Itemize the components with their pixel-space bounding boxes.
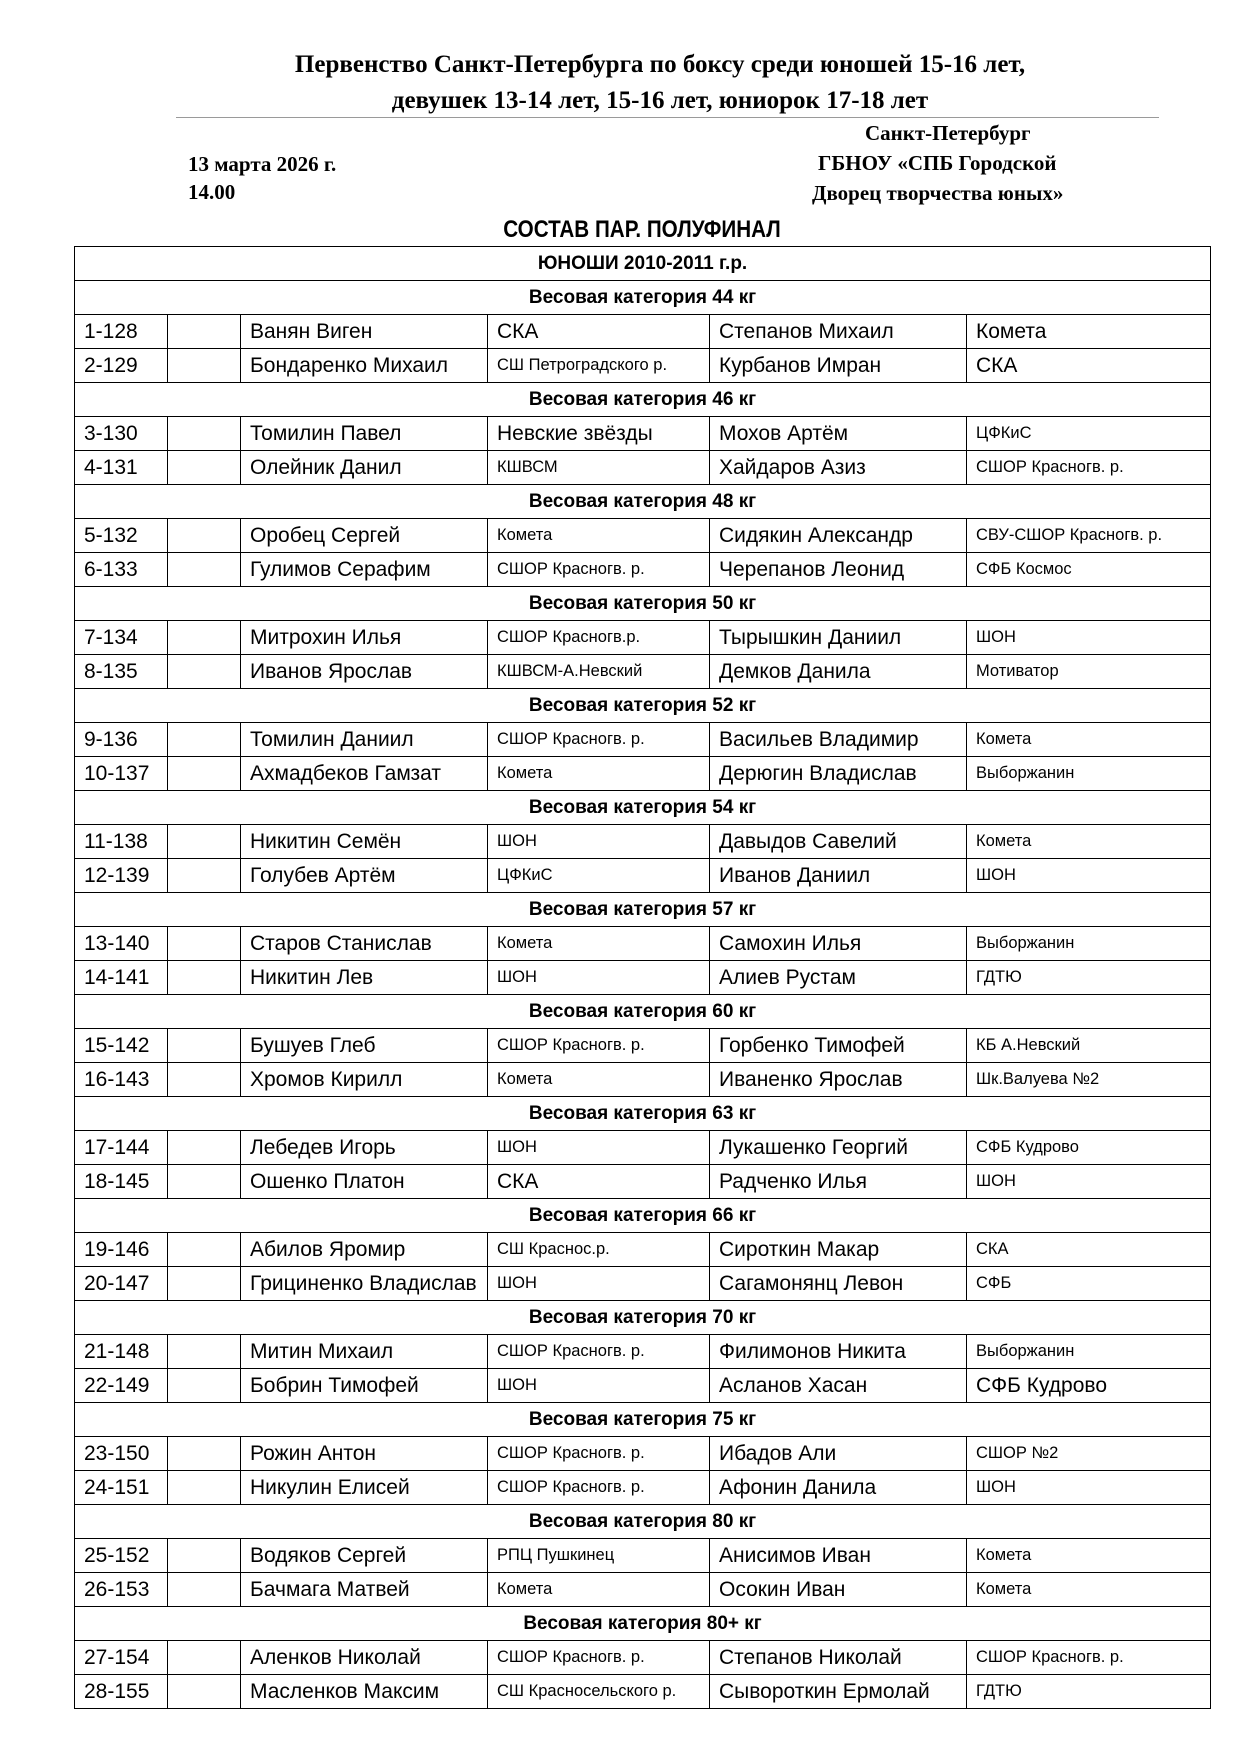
bout-number: 28-155 <box>75 1675 168 1709</box>
weight-category-heading: Весовая категория 54 кг <box>75 791 1211 825</box>
weight-category-heading: Весовая категория 75 кг <box>75 1403 1211 1437</box>
boxer-2-club: СШОР Красногв. р. <box>967 451 1211 485</box>
boxer-2-club: ШОН <box>967 1165 1211 1199</box>
bout-row <box>75 825 1211 859</box>
boxer-1-name: Иванов Ярослав <box>241 655 488 689</box>
bout-row <box>75 1029 1211 1063</box>
weight-category-heading: Весовая категория 80+ кг <box>75 1607 1211 1641</box>
boxer-2-name: Сагамонянц Левон <box>710 1267 967 1301</box>
boxer-2-name: Курбанов Имран <box>710 349 967 383</box>
boxer-2-club: ШОН <box>967 621 1211 655</box>
boxer-1-name: Рожин Антон <box>241 1437 488 1471</box>
weight-category-row <box>75 689 1211 723</box>
bout-row <box>75 655 1211 689</box>
bout-row <box>75 757 1211 791</box>
bout-row <box>75 1131 1211 1165</box>
boxer-1-club: ШОН <box>488 825 710 859</box>
boxer-2-name: Степанов Николай <box>710 1641 967 1675</box>
weight-category-heading: Весовая категория 48 кг <box>75 485 1211 519</box>
weight-category-row <box>75 893 1211 927</box>
weight-category-row <box>75 1199 1211 1233</box>
page-title-line-1: Первенство Санкт-Петербурга по боксу среди юношей 15-16 лет, <box>294 51 1026 78</box>
bout-row <box>75 1675 1211 1709</box>
bout-blank-cell <box>168 1267 241 1301</box>
boxer-2-club: ШОН <box>967 859 1211 893</box>
boxer-1-name: Бачмага Матвей <box>241 1573 488 1607</box>
bout-row <box>75 315 1211 349</box>
section-heading: СОСТАВ ПАР. ПОЛУФИНАЛ <box>503 216 781 243</box>
event-date: 13 марта 2026 г. <box>188 152 337 176</box>
bout-row <box>75 1335 1211 1369</box>
bout-number: 22-149 <box>75 1369 168 1403</box>
boxer-1-name: Митин Михаил <box>241 1335 488 1369</box>
boxer-2-club: ГДТЮ <box>967 1675 1211 1709</box>
boxer-1-club: КШВСМ <box>488 451 710 485</box>
boxer-2-name: Васильев Владимир <box>710 723 967 757</box>
bout-blank-cell <box>168 1573 241 1607</box>
boxer-2-club: СКА <box>967 349 1211 383</box>
bout-blank-cell <box>168 1029 241 1063</box>
bout-row <box>75 621 1211 655</box>
weight-category-row <box>75 1403 1211 1437</box>
boxer-2-club: СФБ Кудрово <box>967 1131 1211 1165</box>
boxer-1-name: Ванян Виген <box>241 315 488 349</box>
bout-row <box>75 1573 1211 1607</box>
bout-row <box>75 553 1211 587</box>
bout-row <box>75 451 1211 485</box>
bout-number: 24-151 <box>75 1471 168 1505</box>
bout-number: 7-134 <box>75 621 168 655</box>
boxer-1-club: СШОР Красногв. р. <box>488 1471 710 1505</box>
bout-row <box>75 723 1211 757</box>
bout-row <box>75 519 1211 553</box>
boxer-2-name: Горбенко Тимофей <box>710 1029 967 1063</box>
bout-row <box>75 1539 1211 1573</box>
bout-blank-cell <box>168 621 241 655</box>
group-heading-row <box>75 247 1211 281</box>
bout-blank-cell <box>168 757 241 791</box>
boxer-1-name: Бушуев Глеб <box>241 1029 488 1063</box>
boxer-1-name: Лебедев Игорь <box>241 1131 488 1165</box>
boxer-1-club: СШ Краснос.р. <box>488 1233 710 1267</box>
boxer-2-club: СФБ Космос <box>967 553 1211 587</box>
bout-number: 23-150 <box>75 1437 168 1471</box>
bout-number: 12-139 <box>75 859 168 893</box>
bout-number: 2-129 <box>75 349 168 383</box>
boxer-2-name: Сироткин Макар <box>710 1233 967 1267</box>
bout-blank-cell <box>168 1471 241 1505</box>
event-time: 14.00 <box>188 180 236 204</box>
boxer-2-name: Лукашенко Георгий <box>710 1131 967 1165</box>
bout-blank-cell <box>168 723 241 757</box>
bout-number: 11-138 <box>75 825 168 859</box>
boxer-1-name: Аленков Николай <box>241 1641 488 1675</box>
boxer-2-club: Комета <box>967 825 1211 859</box>
boxer-1-club: ШОН <box>488 1131 710 1165</box>
bout-blank-cell <box>168 1131 241 1165</box>
boxer-1-club: СШ Петроградского р. <box>488 349 710 383</box>
boxer-1-club: СШОР Красногв.р. <box>488 621 710 655</box>
boxer-1-club: СШОР Красногв. р. <box>488 1641 710 1675</box>
boxer-1-club: СШОР Красногв. р. <box>488 1437 710 1471</box>
bout-blank-cell <box>168 519 241 553</box>
boxer-2-club: СКА <box>967 1233 1211 1267</box>
boxer-1-club: Комета <box>488 757 710 791</box>
boxer-2-club: Шк.Валуева №2 <box>967 1063 1211 1097</box>
bout-blank-cell <box>168 859 241 893</box>
bout-number: 20-147 <box>75 1267 168 1301</box>
boxer-1-club: ШОН <box>488 1369 710 1403</box>
boxer-2-club: Комета <box>967 1539 1211 1573</box>
boxer-1-name: Ахмадбеков Гамзат <box>241 757 488 791</box>
bout-blank-cell <box>168 1063 241 1097</box>
boxer-1-club: Комета <box>488 1573 710 1607</box>
boxer-2-club: СВУ-СШОР Красногв. р. <box>967 519 1211 553</box>
bout-number: 8-135 <box>75 655 168 689</box>
bout-row <box>75 1267 1211 1301</box>
weight-category-heading: Весовая категория 44 кг <box>75 281 1211 315</box>
boxer-1-name: Томилин Павел <box>241 417 488 451</box>
bout-number: 27-154 <box>75 1641 168 1675</box>
weight-category-row <box>75 791 1211 825</box>
bout-number: 16-143 <box>75 1063 168 1097</box>
bout-blank-cell <box>168 1335 241 1369</box>
boxer-1-name: Абилов Яромир <box>241 1233 488 1267</box>
pairs-table <box>74 246 1211 1709</box>
boxer-2-club: Комета <box>967 315 1211 349</box>
boxer-1-name: Старов Станислав <box>241 927 488 961</box>
boxer-2-name: Ибадов Али <box>710 1437 967 1471</box>
bout-number: 17-144 <box>75 1131 168 1165</box>
boxer-1-club: Комета <box>488 519 710 553</box>
boxer-2-club: Мотиватор <box>967 655 1211 689</box>
bout-blank-cell <box>168 1641 241 1675</box>
weight-category-heading: Весовая категория 50 кг <box>75 587 1211 621</box>
boxer-2-club: ЦФКиС <box>967 417 1211 451</box>
boxer-1-name: Никитин Лев <box>241 961 488 995</box>
boxer-1-club: Комета <box>488 927 710 961</box>
boxer-1-name: Масленков Максим <box>241 1675 488 1709</box>
bout-blank-cell <box>168 1437 241 1471</box>
boxer-2-name: Филимонов Никита <box>710 1335 967 1369</box>
boxer-1-club: Невские звёзды <box>488 417 710 451</box>
bout-blank-cell <box>168 961 241 995</box>
weight-category-row <box>75 1301 1211 1335</box>
boxer-1-name: Голубев Артём <box>241 859 488 893</box>
bout-blank-cell <box>168 417 241 451</box>
bout-blank-cell <box>168 825 241 859</box>
weight-category-heading: Весовая категория 52 кг <box>75 689 1211 723</box>
boxer-2-club: СШОР №2 <box>967 1437 1211 1471</box>
bout-row <box>75 1165 1211 1199</box>
boxer-1-club: СШОР Красногв. р. <box>488 1029 710 1063</box>
boxer-1-name: Хромов Кирилл <box>241 1063 488 1097</box>
weight-category-row <box>75 1607 1211 1641</box>
bout-row <box>75 1641 1211 1675</box>
boxer-2-name: Демков Данила <box>710 655 967 689</box>
boxer-2-name: Сидякин Александр <box>710 519 967 553</box>
weight-category-row <box>75 1505 1211 1539</box>
bout-number: 18-145 <box>75 1165 168 1199</box>
boxer-2-club: Выборжанин <box>967 927 1211 961</box>
boxer-2-name: Давыдов Савелий <box>710 825 967 859</box>
weight-category-row <box>75 587 1211 621</box>
boxer-1-name: Никулин Елисей <box>241 1471 488 1505</box>
boxer-1-name: Грициненко Владислав <box>241 1267 488 1301</box>
boxer-1-club: ЦФКиС <box>488 859 710 893</box>
boxer-2-name: Черепанов Леонид <box>710 553 967 587</box>
bout-number: 1-128 <box>75 315 168 349</box>
boxer-1-name: Томилин Даниил <box>241 723 488 757</box>
bout-number: 6-133 <box>75 553 168 587</box>
boxer-1-club: СКА <box>488 1165 710 1199</box>
weight-category-row <box>75 995 1211 1029</box>
boxer-2-name: Дерюгин Владислав <box>710 757 967 791</box>
boxer-1-club: ШОН <box>488 961 710 995</box>
bout-number: 21-148 <box>75 1335 168 1369</box>
bout-blank-cell <box>168 1165 241 1199</box>
bout-blank-cell <box>168 349 241 383</box>
boxer-2-name: Степанов Михаил <box>710 315 967 349</box>
boxer-1-club: ШОН <box>488 1267 710 1301</box>
bout-row <box>75 1063 1211 1097</box>
boxer-2-club: СФБ Кудрово <box>967 1369 1211 1403</box>
weight-category-heading: Весовая категория 66 кг <box>75 1199 1211 1233</box>
boxer-2-name: Анисимов Иван <box>710 1539 967 1573</box>
boxer-2-name: Осокин Иван <box>710 1573 967 1607</box>
title-divider <box>176 117 1159 118</box>
weight-category-row <box>75 281 1211 315</box>
boxer-2-club: КБ А.Невский <box>967 1029 1211 1063</box>
boxer-2-club: ШОН <box>967 1471 1211 1505</box>
boxer-1-club: СКА <box>488 315 710 349</box>
boxer-2-name: Сывороткин Ермолай <box>710 1675 967 1709</box>
pairs-table-body <box>75 247 1211 1709</box>
bout-blank-cell <box>168 315 241 349</box>
bout-number: 14-141 <box>75 961 168 995</box>
boxer-1-name: Бобрин Тимофей <box>241 1369 488 1403</box>
boxer-2-club: Комета <box>967 723 1211 757</box>
event-city: Санкт-Петербург <box>865 121 1031 145</box>
bout-row <box>75 1437 1211 1471</box>
bout-number: 4-131 <box>75 451 168 485</box>
bout-row <box>75 1369 1211 1403</box>
weight-category-row <box>75 383 1211 417</box>
bout-row <box>75 417 1211 451</box>
bout-row <box>75 1233 1211 1267</box>
bout-blank-cell <box>168 1675 241 1709</box>
bout-number: 13-140 <box>75 927 168 961</box>
weight-category-heading: Весовая категория 80 кг <box>75 1505 1211 1539</box>
bout-row <box>75 927 1211 961</box>
boxer-1-club: СШОР Красногв. р. <box>488 553 710 587</box>
bout-number: 9-136 <box>75 723 168 757</box>
boxer-1-name: Ошенко Платон <box>241 1165 488 1199</box>
bout-row <box>75 349 1211 383</box>
boxer-2-club: Выборжанин <box>967 757 1211 791</box>
boxer-1-name: Олейник Данил <box>241 451 488 485</box>
boxer-2-name: Алиев Рустам <box>710 961 967 995</box>
weight-category-row <box>75 485 1211 519</box>
boxer-1-club: СШОР Красногв. р. <box>488 1335 710 1369</box>
group-heading: ЮНОШИ 2010-2011 г.р. <box>75 247 1211 281</box>
bout-number: 15-142 <box>75 1029 168 1063</box>
boxer-1-club: СШОР Красногв. р. <box>488 723 710 757</box>
boxer-1-club: РПЦ Пушкинец <box>488 1539 710 1573</box>
boxer-1-club: СШ Красносельского р. <box>488 1675 710 1709</box>
bout-blank-cell <box>168 1539 241 1573</box>
bout-blank-cell <box>168 927 241 961</box>
boxer-1-name: Никитин Семён <box>241 825 488 859</box>
bout-row <box>75 859 1211 893</box>
boxer-1-name: Оробец Сергей <box>241 519 488 553</box>
weight-category-heading: Весовая категория 60 кг <box>75 995 1211 1029</box>
event-venue-line-2: Дворец творчества юных» <box>812 181 1064 205</box>
boxer-1-name: Митрохин Илья <box>241 621 488 655</box>
boxer-2-name: Иванов Даниил <box>710 859 967 893</box>
boxer-1-club: КШВСМ-А.Невский <box>488 655 710 689</box>
boxer-2-name: Мохов Артём <box>710 417 967 451</box>
boxer-2-name: Радченко Илья <box>710 1165 967 1199</box>
bout-blank-cell <box>168 1233 241 1267</box>
weight-category-heading: Весовая категория 63 кг <box>75 1097 1211 1131</box>
weight-category-heading: Весовая категория 70 кг <box>75 1301 1211 1335</box>
bout-blank-cell <box>168 655 241 689</box>
bout-blank-cell <box>168 1369 241 1403</box>
boxer-2-name: Асланов Хасан <box>710 1369 967 1403</box>
weight-category-heading: Весовая категория 46 кг <box>75 383 1211 417</box>
bout-row <box>75 961 1211 995</box>
bout-number: 25-152 <box>75 1539 168 1573</box>
bout-row <box>75 1471 1211 1505</box>
weight-category-row <box>75 1097 1211 1131</box>
bout-number: 10-137 <box>75 757 168 791</box>
event-venue-line-1: ГБНОУ «СПБ Городской <box>818 151 1057 175</box>
boxer-1-name: Водяков Сергей <box>241 1539 488 1573</box>
bout-number: 5-132 <box>75 519 168 553</box>
boxer-2-name: Афонин Данила <box>710 1471 967 1505</box>
boxer-2-name: Хайдаров Азиз <box>710 451 967 485</box>
bout-number: 19-146 <box>75 1233 168 1267</box>
bout-blank-cell <box>168 553 241 587</box>
bout-blank-cell <box>168 451 241 485</box>
boxer-1-name: Бондаренко Михаил <box>241 349 488 383</box>
page-title-line-2: девушек 13-14 лет, 15-16 лет, юниорок 17-18 лет <box>391 87 929 114</box>
bout-number: 26-153 <box>75 1573 168 1607</box>
boxer-2-name: Иваненко Ярослав <box>710 1063 967 1097</box>
weight-category-heading: Весовая категория 57 кг <box>75 893 1211 927</box>
boxer-2-club: СШОР Красногв. р. <box>967 1641 1211 1675</box>
boxer-1-club: Комета <box>488 1063 710 1097</box>
boxer-2-club: ГДТЮ <box>967 961 1211 995</box>
boxer-2-name: Самохин Илья <box>710 927 967 961</box>
boxer-1-name: Гулимов Серафим <box>241 553 488 587</box>
boxer-2-club: Выборжанин <box>967 1335 1211 1369</box>
bout-number: 3-130 <box>75 417 168 451</box>
boxer-2-name: Тырышкин Даниил <box>710 621 967 655</box>
boxer-2-club: СФБ <box>967 1267 1211 1301</box>
boxer-2-club: Комета <box>967 1573 1211 1607</box>
